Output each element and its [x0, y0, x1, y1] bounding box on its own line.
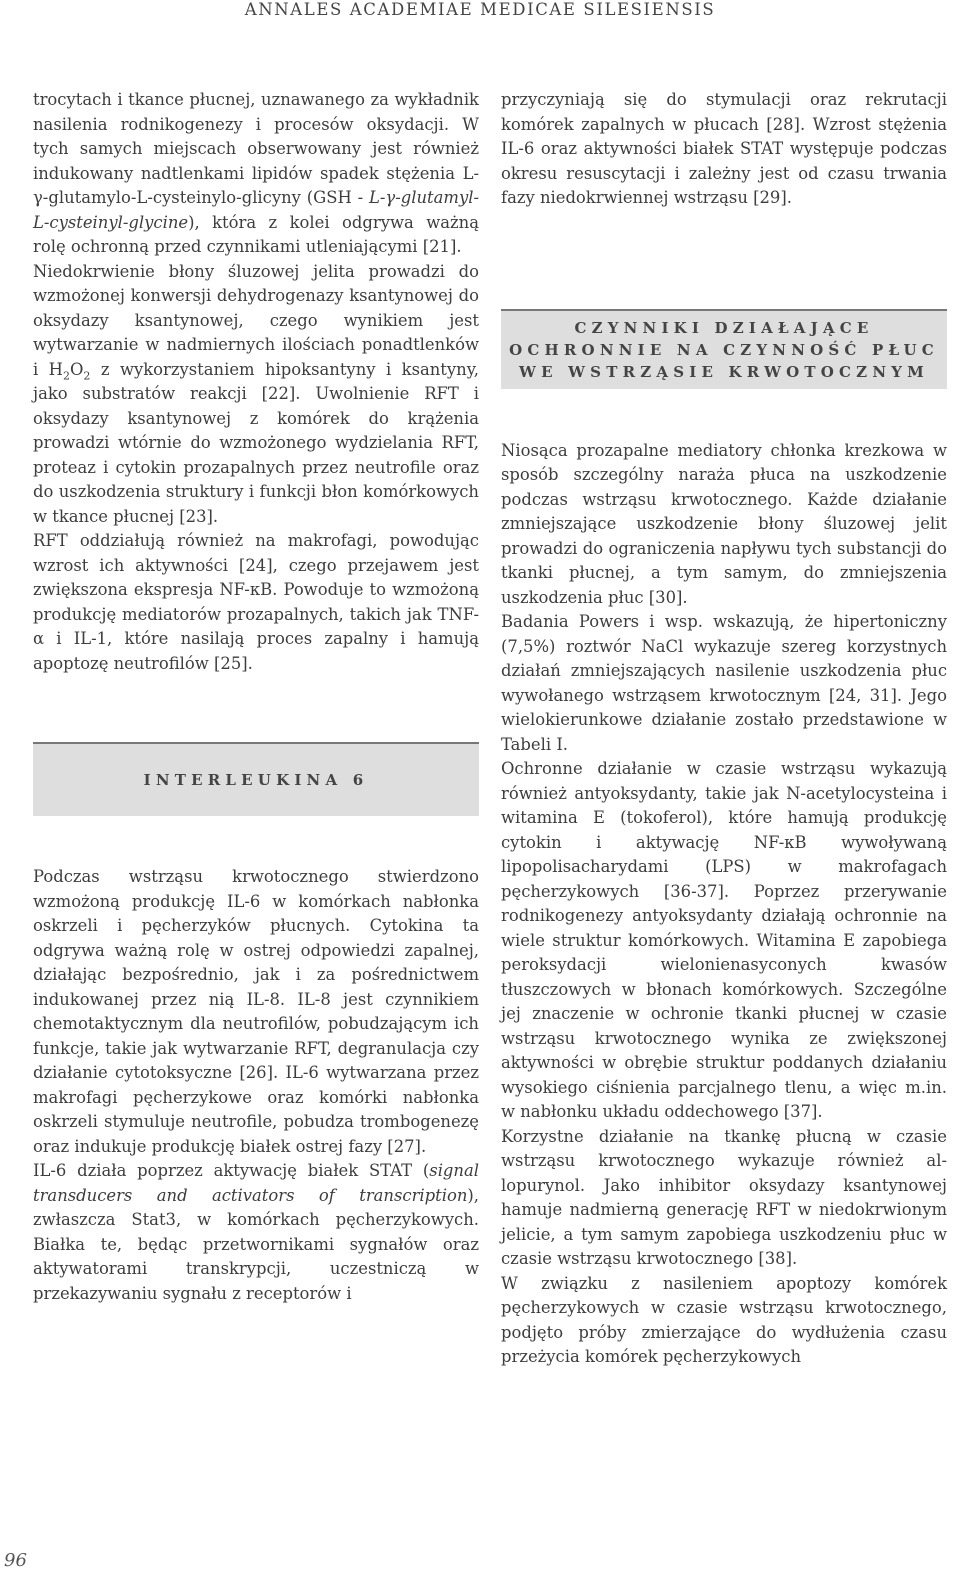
paragraph — [33, 88, 479, 260]
section-heading-interleukina — [33, 742, 479, 816]
section-heading-line: CZYNNIKI DZIAŁAJĄCE — [574, 318, 874, 337]
subscript: 2 — [83, 368, 91, 382]
right-column — [501, 88, 947, 1370]
text-run: z wykorzystaniem hipoksantyny i ksantyny, jako substratów reakcji [22]. Uwolnienie RFT i oksydazy ksantynowej z komórek do krążenia prowadzi wtórnie do wzmożonego wydzielania RFT, proteaz i cytokin prozapalnych przez neutrofile oraz do uszkodzenia struktury i funkcji błon komórkowych w tkance płucnej [23]. — [33, 359, 479, 526]
paragraph: W związku z nasileniem apoptozy komórek pęcherzykowych w czasie wstrząsu krwotocznego, podjęto próby zmierzające do wydłużenia czasu przeżycia komórek pęcherzykowych — [501, 1273, 947, 1366]
section-heading-line: WE WSTRZĄSIE KRWOTOCZNYM — [519, 362, 929, 381]
section-heading-protective-factors — [501, 309, 947, 389]
paragraph: RFT oddziałują również na makrofagi, powodując wzrost ich aktywności [24], czego przejawem jest zwiększona ekspresja NF-κB. Powoduje to wzmożoną produkcję mediatorów prozapalnych, takich jak TNF-α i IL-1, które nasilają proces zapalny i hamują apoptozę neutrofilów [25]. — [33, 531, 479, 673]
section-heading-line: OCHRONNIE NA CZYNNOŚĆ PŁUC — [509, 340, 939, 359]
subscript: 2 — [62, 368, 70, 382]
text-run: ), która z kolei odgrywa ważną rolę ochronną przed czynnikami utleniającymi [21]. — [33, 212, 479, 256]
page-number: 96 — [4, 1550, 27, 1571]
italic-term: L-γ-glutamyl-L-cysteinyl-glycine — [33, 188, 479, 232]
text-run: O — [69, 359, 84, 379]
paragraph: Korzystne działanie na tkankę płucną w czasie wstrząsu krwotocznego wykazuje również allopurynol. Jako inhibitor oksydazy ksantynowej hamuje nadmierną generację RFT w niedokrwionym jelicie, a tym samym zapobiega uszkodzeniu płuc w czasie wstrząsu krwotocznego [38]. — [501, 1126, 947, 1268]
paragraph — [33, 1159, 479, 1306]
text-run: IL-6 działa poprzez aktywację białek STAT ( — [33, 1161, 430, 1180]
journal-header: ANNALES ACADEMIAE MEDICAE SILESIENSIS — [244, 0, 716, 19]
paragraph: Podczas wstrząsu krwotocznego stwierdzono wzmożoną produkcję IL-6 w komórkach nabłonka oskrzeli i pęcherzyków płucnych. Cytokina ta odgrywa ważną rolę w ostrej odpowiedzi zapalnej, działając bezpośrednio, jak i za pośrednictwem indukowanej przez nią IL-8. IL-8 jest czynnikiem chemotaktycznym dla neutrofilów, pobudzającym ich funkcje, takie jak wytwarzanie RFT, degranulacja czy działanie cytotoksyczne [26]. IL-6 wytwarzana przez makrofagi pęcherzykowe oraz komórki nabłonka oskrzeli stymuluje neutrofile, pobudza trombogenezę oraz indukuje produkcję białek ostrej fazy [27]. — [33, 867, 479, 1156]
section-heading-text: INTERLEUKINA 6 — [143, 771, 369, 789]
paragraph: Badania Powers i wsp. wskazują, że hipertoniczny (7,5%) roztwór NaCl wykazuje szereg korzystnych działań zmniejszających nasilenie uszkodzenia płuc wywołanego wstrząsem krwotocznym [24, 31]. Jego wielokierunkowe działanie zostało przedstawione w Tabeli I. — [501, 612, 947, 754]
text-run: ), zwłaszcza Stat3, w komórkach pęcherzykowych. Białka te, będąc przetwornikami sygnałów oraz aktywatorami transkrypcji, uczestniczą w przekazywaniu sygnału z receptorów i — [33, 1185, 479, 1303]
paragraph — [33, 260, 479, 530]
paragraph: Ochronne działanie w czasie wstrząsu wykazują również antyoksydanty, takie jak N-acetylocysteina i witamina E (tokoferol), które hamują produkcję cytokin i aktywację NF-κB wywoływaną lipopolisacharydami (LPS) w makrofagach pęcherzykowych [36-37]. Poprzez przerywanie rodnikogenezy antyoksydanty działają ochronnie na wiele struktur komórkowych. Witamina E zapobiega peroksydacji wielonienasyconych kwasów tłuszczowych w błonach komórkowych. Szczególne jej znaczenie w ochronie tkanki płucnej w czasie wstrząsu krwotocznego wynika ze zwiększonej aktywności w obrębie struktur poddanych działaniu wysokiego ciśnienia parcjalnego tlenu, a więc m.in. w nabłonku układu oddechowego [37]. — [501, 759, 947, 1121]
text-run: trocytach i tkance płucnej, uznawanego za wykładnik nasilenia rodnikogenezy i procesów oksydacji. W tych samych miejscach obserwowany jest również indukowany nadtlenkami lipidów spadek stężenia L-γ-glutamylo-L-cysteinylo-glicyny (GSH - — [33, 90, 479, 207]
text-run: Niedokrwienie błony śluzowej jelita prowadzi do wzmożonej konwersji dehydrogenazy ksantynowej do oksydazy ksantynowej, czego wynikiem jest wytwarzanie w nadmiernych ilościach ponadtlenków i H — [33, 261, 479, 379]
paragraph: przyczyniają się do stymulacji oraz rekrutacji komórek zapalnych w płucach [28]. Wzrost stężenia IL-6 oraz aktywności białek STAT występuje podczas okresu resuscytacji i zależny jest od czasu trwania fazy niedokrwiennej wstrząsu [29]. — [501, 90, 947, 207]
italic-term: signal transducers and activators of transcription — [33, 1161, 479, 1205]
paragraph: Niosąca prozapalne mediatory chłonka krezkowa w sposób szczególny naraża płuca na uszkodzenie podczas wstrząsu krwotocznego. Każde działanie zmniejszające uszkodzenie błony śluzowej jelit prowadzi do ograniczenia napływu tych substancji do tkanki płucnej, a tym samym, do zmniejszenia uszkodzenia płuc [30]. — [501, 440, 947, 607]
left-column — [33, 88, 479, 1306]
